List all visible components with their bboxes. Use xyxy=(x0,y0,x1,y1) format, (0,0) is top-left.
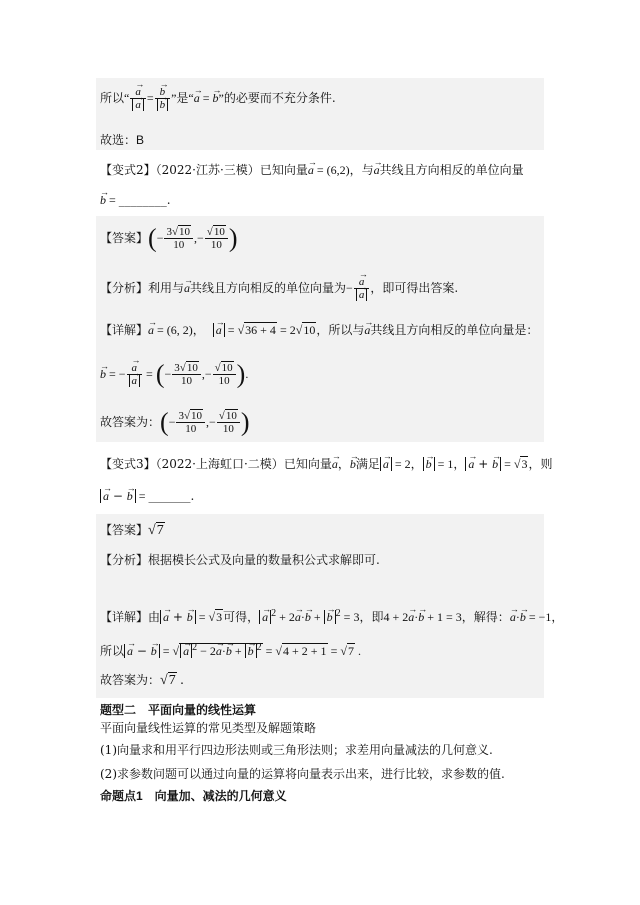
conclusion-line: 所以“ → a → a = → b → b ”是“→ a = → b”的必要而不充分条件. xyxy=(100,86,336,111)
answer-blank: ________. xyxy=(118,193,171,207)
strategy-item-1: (1)向量求和用平行四边形法则或三角形法则；求差用向量减法的几何意义. xyxy=(100,743,493,757)
variant3-label: 【变式3】 xyxy=(100,457,156,471)
variant3-detail: 【详解】由→ a + → b = √3可得，→ a $^2$ + 2→ a·→ b + → b $^2$ = 3，即4 + 2→ a·→ b + 1 = 3，解得：→ a·→ b = −1， xyxy=(100,606,563,625)
variant2-analysis: 【分析】利用与→ a共线且方向相反的单位向量为− → a → a ，即可得出答案. xyxy=(100,276,458,301)
variant3-question: 【变式3】（2022·上海虹口·二模）已知向量→ a，→ b满足→ a = 2，→ b = 1，→ a + → b = √3，则 xyxy=(100,456,553,472)
variant3-so: 所以→ a − → b = √→ a $^2$ − 2→ a·→ b + → b $^2$ = √4 + 2 + 1 = √7 . xyxy=(100,640,361,659)
variant2-blank-line: → b = ________. xyxy=(100,192,171,208)
variant2-question: 【变式2】（2022·江苏·三模）已知向量→ a = (6,2)，与→ a共线且方向相反的单位向量 xyxy=(100,162,524,178)
section-title: 题型二 平面向量的线性运算 xyxy=(100,703,257,717)
conclusion-suffix: 的必要而不充分条件. xyxy=(223,91,336,105)
section-intro: 平面向量线性运算的常见类型及解题策略 xyxy=(100,721,317,735)
answer-blank: _______. xyxy=(148,489,195,503)
variant3-source: （2022·上海虹口·二模） xyxy=(155,457,284,471)
subsection-title: 命题点1 向量加、减法的几何意义 xyxy=(100,789,287,803)
choice-line: 故选：B xyxy=(100,133,145,147)
variant2-answer: 【答案】(− $\frac{3√10}{10}$ ,− $\frac{√10}{10}$ ) xyxy=(100,223,238,253)
variant3-analysis: 【分析】根据模长公式及向量的数量积公式求解即可. xyxy=(100,553,380,567)
choice-value: B xyxy=(136,133,145,147)
variant3-final: 故答案为：√7 . xyxy=(100,673,184,688)
variant2-detail: 【详解】→ a = (6, 2)，→ a = √36 + 4 = 2√10，所以与→ a共线且方向相反的单位向量是： xyxy=(100,322,538,338)
variant2-unit-vector: → b = − → a → a = (− $\frac{3√10}{10}$ ,− $\frac{√10}{10}$ ). xyxy=(100,362,248,387)
strategy-item-2: (2)求参数问题可以通过向量的运算将向量表示出来，进行比较，求参数的值. xyxy=(100,767,505,781)
variant3-blank-line: → a − → b = _______. xyxy=(100,488,194,504)
variant2-source: （2022·江苏·三模） xyxy=(155,163,260,177)
variant3-answer: 【答案】√7 xyxy=(100,523,164,538)
variant2-final: 故答案为：(− $\frac{3√10}{10}$ ,− $\frac{√10}{10}$ ) xyxy=(100,407,250,437)
variant2-label: 【变式2】 xyxy=(100,163,156,177)
